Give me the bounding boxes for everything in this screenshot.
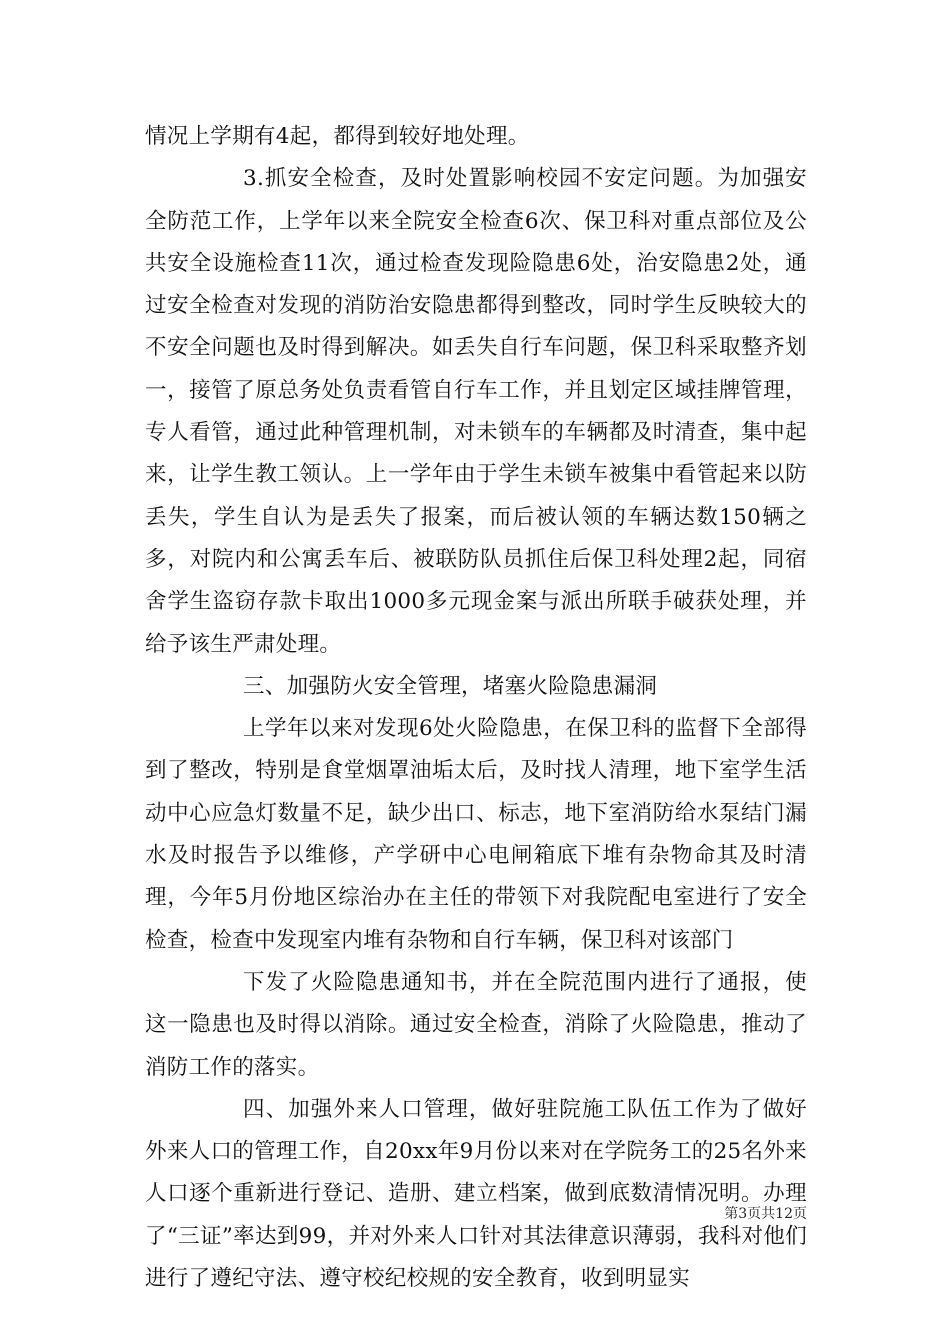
paragraph-continuation: 情况上学期有4起，都得到较好地处理。 (145, 124, 530, 149)
paragraph-safety-inspection: 3.抓安全检查，及时处置影响校园不安定问题。为加强安全防范工作，上学年以来全院安全检查6次、保卫科对重点部位及公共安全设施检查11次，通过检查发现险隐患6处，治安隐患2处，通过安全检查对发现的消防治安隐患都得到整改，同时学生反映较大的不安全问题也及时得到解决。如丢失自行车问题，保卫科采取整齐划一，接管了原总务处负责看管自行车工作，并且划定区域挂牌管理，专人看管，通过此种管理机制，对未锁车的车辆都及时清查，集中起来，让学生教工领认。上一学年由于学生未锁车被集中看管起来以防丢失，学生自认为是丢失了报案，而后被认领的车辆达数150辆之多，对院内和公寓丢车后、被联防队员抓住后保卫科处理2起，同宿舍学生盗窃存款卡取出1000多元现金案与派出所联手破获处理，并给予该生严肃处理。 (145, 166, 807, 657)
section-heading-fire-safety: 三、加强防火安全管理，堵塞火险隐患漏洞 (243, 673, 658, 699)
paragraph-migrant-management: 四、加强外来人口管理，做好驻院施工队伍工作为了做好外来人口的管理工作，自20xx年9月份以来对在学院务工的25名外来人口逐个重新进行登记、造册、建立档案，做到底数清情况明。办理了“三证”率达到99，并对外来人口针对其法律意识薄弱，我科对他们进行了遵纪守法、遵守校纪校规的安全教育，收到明显实 (145, 1096, 807, 1292)
paragraph-fire-hazards: 上学年以来对发现6处火险隐患，在保卫科的监督下全部得到了整改，特别是食堂烟罩油垢太后，及时找人清理，地下室学生活动中心应急灯数量不足，缺少出口、标志，地下室消防给水泵结门漏水及时报告予以维修，产学研中心电闸箱底下堆有杂物命其及时清理，今年5月份地区综治办在主任的带领下对我院配电室进行了安全检查，检查中发现室内堆有杂物和自行车辆，保卫科对该部门 (145, 716, 807, 953)
page-number-footer: 第3页共12页 (724, 1206, 807, 1222)
document-body (145, 116, 807, 1300)
paragraph-hazard-notice: 下发了火险隐患通知书，并在全院范围内进行了通报，使这一隐患也及时得以消除。通过安全检查，消除了火险隐患，推动了消防工作的落实。 (145, 969, 807, 1080)
